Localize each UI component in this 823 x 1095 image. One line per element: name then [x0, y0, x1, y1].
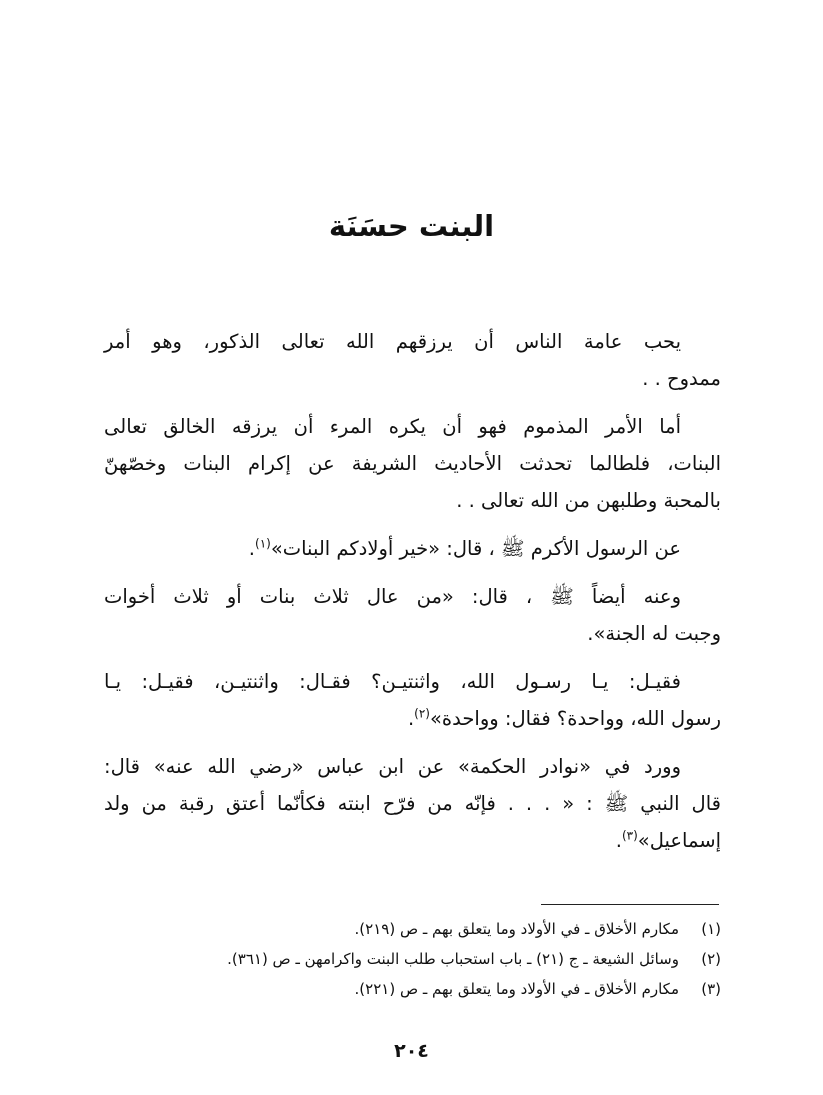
line-text: عن الرسول الأكرم ﷺ ، قال: «خير أولادكم البنات»	[270, 537, 681, 560]
paragraph	[104, 323, 721, 397]
footnote-ref[interactable]: (١)	[255, 536, 271, 551]
footnote-number: (١)	[701, 920, 721, 938]
paragraph	[104, 663, 721, 737]
paragraph	[104, 578, 721, 652]
footnote-separator	[541, 904, 719, 905]
sentence-end: .	[615, 829, 622, 852]
text-line	[104, 700, 721, 737]
text-line: يحب عامة الناس أن يرزقهم الله تعالى الذكور، وهو أمر	[104, 330, 681, 353]
text-line	[104, 822, 721, 859]
footnote-number: (٢)	[701, 950, 721, 968]
footnote-text: مكارم الأخلاق ـ في الأولاد وما يتعلق بهم ـ ص (٢١٩).	[354, 920, 679, 938]
text-line: أما الأمر المذموم فهو أن يكره المرء أن يرزقه الخالق تعالى	[104, 415, 681, 438]
text-line	[104, 530, 721, 567]
text-line: فقيـل: يـا رسـول الله، واثنتيـن؟ فقـال: واثنتيـن، فقيـل: يـا	[104, 670, 681, 693]
footnote	[104, 974, 721, 1004]
line-text: إسماعيل»	[637, 829, 721, 852]
text-line: وعنه أيضاً ﷺ ، قال: «من عال ثلاث بنات أو ثلاث أخوات	[104, 585, 681, 608]
text-line: البنات، فلطالما تحدثت الأحاديث الشريفة عن إكرام البنات وخصّهنّ	[104, 452, 721, 475]
chapter-title: البنت حسَنَة	[328, 209, 495, 243]
sentence-end: .	[407, 707, 415, 730]
paragraph	[104, 748, 721, 859]
line-text: رسول الله، وواحدة؟ فقال: وواحدة»	[429, 707, 721, 730]
paragraph	[104, 530, 721, 567]
sentence-end: .	[248, 537, 255, 560]
footnote-ref[interactable]: (٣)	[621, 828, 638, 843]
footnotes	[104, 914, 721, 1004]
text-line: ممدوح . .	[642, 367, 721, 390]
footnote-text: وسائل الشيعة ـ ج (٢١) ـ باب استحباب طلب البنت واكرامهن ـ ص (٣٦١).	[227, 950, 679, 968]
text-line: قال النبي ﷺ : « . . . فإنّه من فرّح ابنته فكأنّما أعتق رقبة من ولد	[104, 792, 721, 815]
footnote-number: (٣)	[701, 980, 721, 998]
paragraph	[104, 408, 721, 519]
footnote-text: مكارم الأخلاق ـ في الأولاد وما يتعلق بهم ـ ص (٢٢١).	[354, 980, 679, 998]
body-text	[104, 323, 721, 870]
text-line: وورد في «نوادر الحكمة» عن ابن عباس «رضي الله عنه» قال:	[104, 755, 681, 778]
text-line: بالمحبة وطلبهن من الله تعالى . .	[456, 489, 721, 512]
footnote-ref[interactable]: (٢)	[414, 706, 430, 721]
footnote	[104, 914, 721, 944]
text-line: وجبت له الجنة».	[587, 622, 721, 645]
footnote	[104, 944, 721, 974]
page-number: ٢٠٤	[394, 1040, 429, 1062]
